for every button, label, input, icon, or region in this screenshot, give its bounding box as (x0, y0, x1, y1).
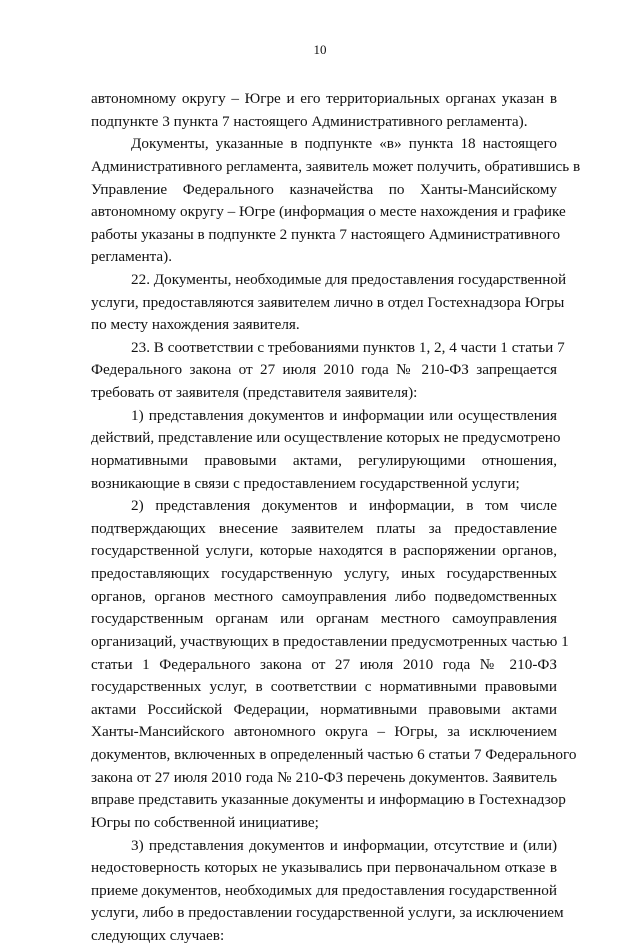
text-line: подтверждающих внесение заявителем платы за предоставление (91, 519, 557, 537)
text-line: государственных услуг, в соответствии с нормативными правовыми (91, 678, 557, 696)
text-line: возникающие в связи с предоставлением государственной услуги; (91, 474, 520, 492)
text-line: приеме документов, необходимых для предоставления государственной (91, 881, 557, 899)
page-number: 10 (313, 42, 327, 57)
text-line: статьи 1 Федерального закона от 27 июля 2010 года № 210-ФЗ (91, 655, 557, 673)
text-line: Югры по собственной инициативе; (91, 813, 319, 831)
text-line: государственным органам или органам местного самоуправления (91, 610, 557, 628)
text-line: государственной услуги, которые находятся в распоряжении органов, (91, 542, 557, 560)
text-line: подпункте 3 пункта 7 настоящего Административного регламента). (91, 112, 528, 130)
text-line: актами Российской Федерации, нормативными правовыми актами (91, 700, 557, 718)
text-line: услуги, предоставляются заявителем лично в отдел Гостехнадзора Югры (91, 293, 565, 311)
paragraph-first-line: Документы, указанные в подпункте «в» пункта 18 настоящего (131, 135, 557, 153)
text-line: автономному округу – Югре (информация о месте нахождения и графике (91, 203, 566, 221)
text-line: нормативными правовыми актами, регулирующими отношения, (91, 451, 557, 469)
text-line: органов, органов местного самоуправления либо подведомственных (91, 587, 557, 605)
text-line: Ханты-Мансийского автономного округа – Югры, за исключением (91, 723, 557, 741)
paragraph-first-line: 2) представления документов и информации, в том числе (131, 497, 557, 515)
text-line: требовать от заявителя (представителя заявителя): (91, 384, 418, 402)
text-line: Федерального закона от 27 июля 2010 года № 210-ФЗ запрещается (91, 361, 557, 379)
text-line: действий, представление или осуществление которых не предусмотрено (91, 429, 561, 447)
text-line: Административного регламента, заявитель может получить, обратившись в (91, 157, 581, 175)
text-line: автономному округу – Югре и его территориальных органах указан в (91, 90, 557, 107)
paragraph-first-line: 23. В соответствии с требованиями пунктов 1, 2, 4 части 1 статьи 7 (131, 338, 565, 356)
text-line: недостоверность которых не указывались при первоначальном отказе в (91, 859, 557, 877)
text-line: по месту нахождения заявителя. (91, 316, 300, 334)
text-line: Управление Федерального казначейства по Ханты-Мансийскому (91, 180, 557, 198)
text-line: документов, включенных в определенный частью 6 статьи 7 Федерального (91, 746, 577, 763)
text-line: работы указаны в подпункте 2 пункта 7 настоящего Административного (91, 225, 561, 243)
text-line: услуги, либо в предоставлении государственной услуги, за исключением (91, 904, 564, 922)
text-line: закона от 27 июля 2010 года № 210-ФЗ перечень документов. Заявитель (91, 768, 557, 786)
paragraph-first-line: 3) представления документов и информации, отсутствие и (или) (131, 836, 557, 854)
text-line: регламента). (91, 248, 173, 266)
paragraph-first-line: 22. Документы, необходимые для предоставления государственной (131, 271, 567, 288)
text-line: предоставляющих государственную услугу, иных государственных (91, 565, 557, 582)
text-line: организаций, участвующих в предоставлении предусмотренных частью 1 (91, 632, 569, 650)
text-line: вправе представить указанные документы и информацию в Гостехнадзор (91, 791, 566, 809)
paragraph-first-line: 1) представления документов и информации или осуществления (131, 406, 557, 424)
text-line: следующих случаев: (91, 926, 225, 944)
